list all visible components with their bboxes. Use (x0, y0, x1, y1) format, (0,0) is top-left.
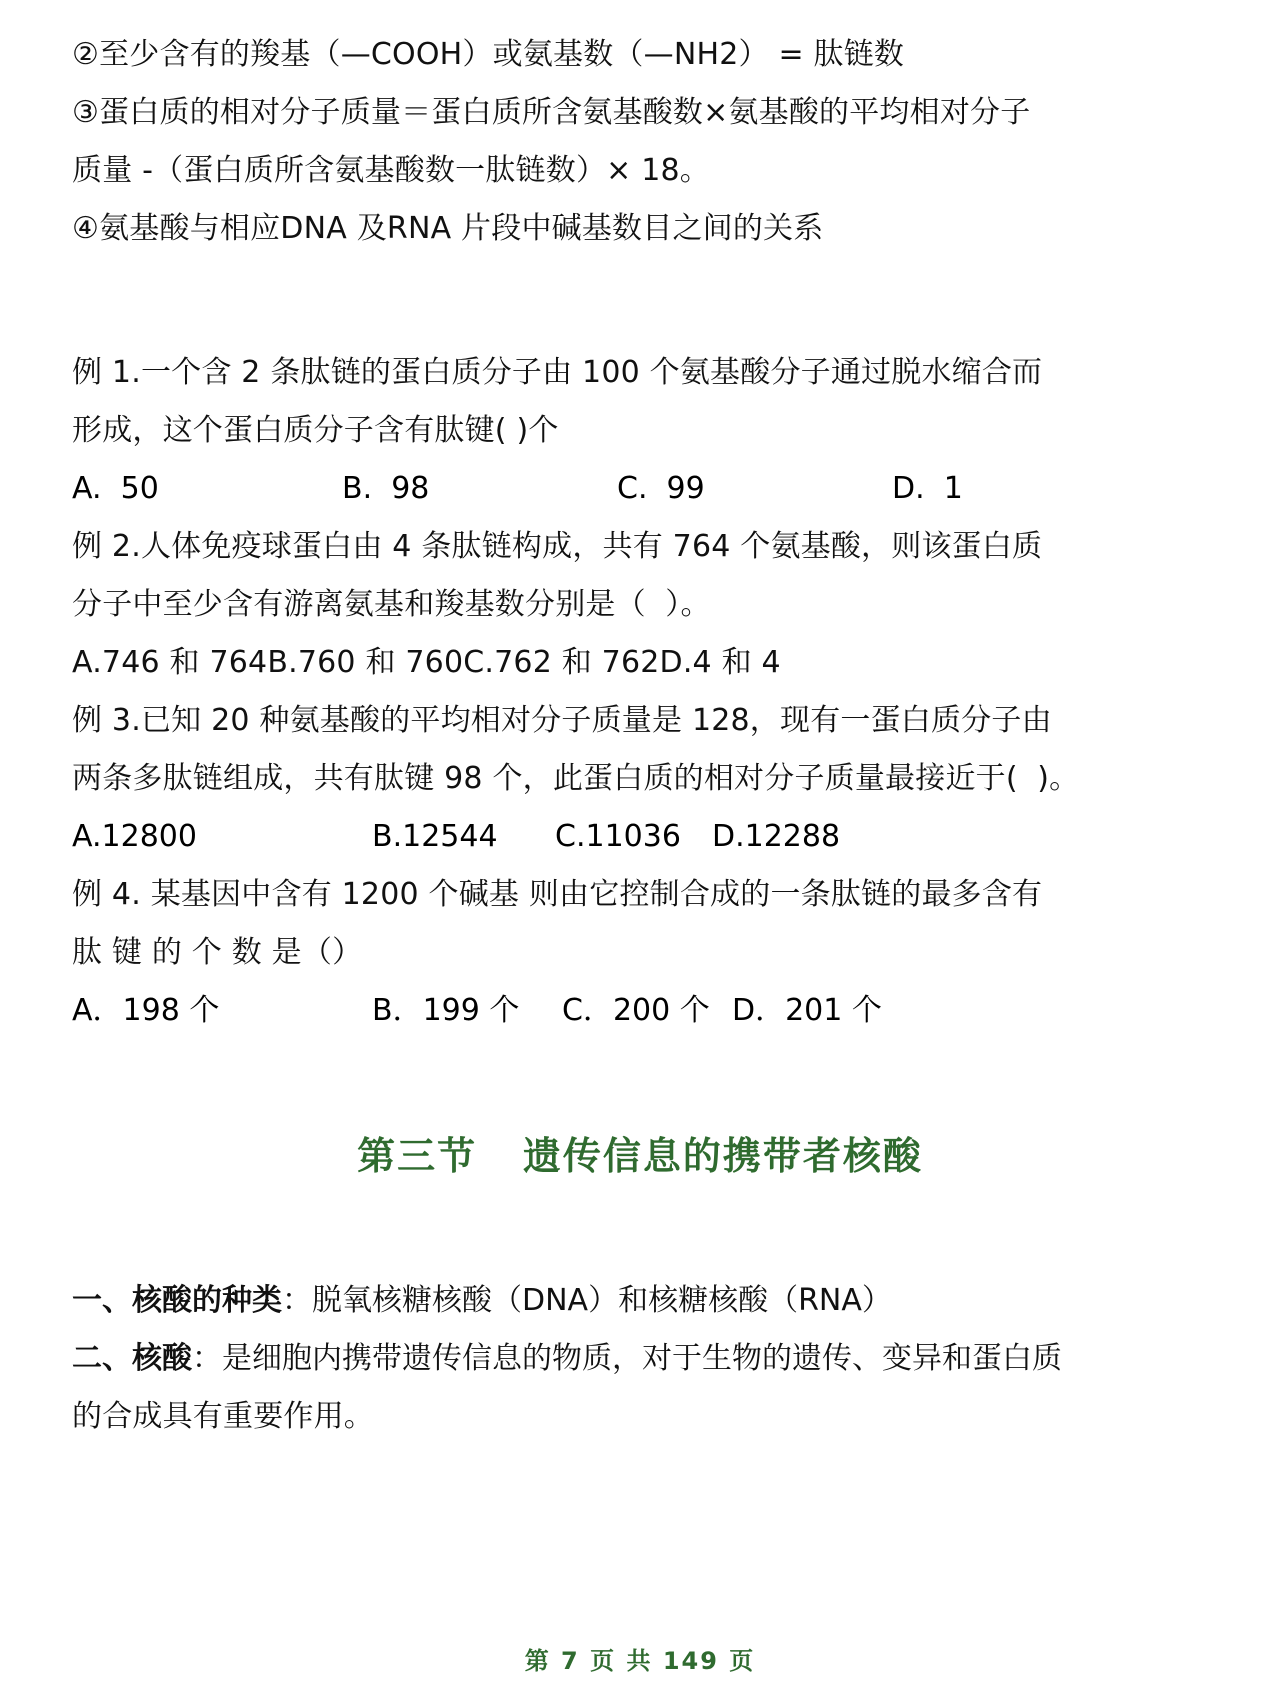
example-4-option-b[interactable]: B．199 个 (372, 993, 520, 1028)
example-3-stem-line-2: 两条多肽链组成，共有肽键 98 个，此蛋白质的相对分子质量最接近于( )。 (72, 761, 1080, 796)
page-footer: 第 7 页 共 149 页 (524, 1647, 756, 1675)
example-3-option-a[interactable]: A.12800 (72, 819, 197, 854)
definition-2-body: ：是细胞内携带遗传信息的物质，对于生物的遗传、变异和蛋白质 (192, 1341, 1062, 1376)
formula-line-4: ④氨基酸与相应DNA 及RNA 片段中碱基数目之间的关系 (72, 211, 824, 246)
spacer (72, 1186, 1208, 1272)
spacer (72, 258, 1208, 344)
example-2-stem-line-1: 例 2.人体免疫球蛋白由 4 条肽链构成，共有 764 个氨基酸，则该蛋白质 (72, 529, 1043, 564)
example-1-stem-line-2: 形成，这个蛋白质分子含有肽键( )个 (72, 413, 559, 448)
formula-line-3a: ③蛋白质的相对分子质量＝蛋白质所含氨基酸数×氨基酸的平均相对分子 (72, 95, 1031, 130)
definition-item-2 (72, 1330, 1208, 1388)
definition-1-lead: 一、核酸的种类 (72, 1283, 282, 1318)
formula-line-3b: 质量 -（蛋白质所含氨基酸数一肽链数）× 18。 (72, 153, 711, 188)
section-heading: 第三节 遗传信息的携带者核酸 (357, 1134, 923, 1178)
definition-2-continued: 的合成具有重要作用。 (72, 1399, 374, 1434)
example-1-option-d[interactable]: D. 1 (892, 471, 963, 506)
example-1-option-a[interactable]: A. 50 (72, 471, 159, 506)
definition-item-1 (72, 1272, 1208, 1330)
example-4-option-a[interactable]: A．198 个 (72, 993, 220, 1028)
definition-1-body: ：脱氧核糖核酸（DNA）和核糖核酸（RNA） (282, 1283, 892, 1318)
spacer (72, 1040, 1208, 1126)
example-4-stem-line-1: 例 4. 某基因中含有 1200 个碱基 则由它控制合成的一条肽链的最多含有 (72, 877, 1043, 912)
definition-2-lead: 二、核酸 (72, 1341, 192, 1376)
example-3-option-c[interactable]: C.11036 (555, 819, 681, 854)
example-4-option-c[interactable]: C．200 个 (562, 993, 710, 1028)
formula-line-2: ②至少含有的羧基（—COOH）或氨基数（—NH2） = 肽链数 (72, 37, 905, 72)
example-1-options (72, 460, 1208, 518)
example-4-stem-line-2: 肽 键 的 个 数 是（） (72, 935, 363, 970)
example-1-option-b[interactable]: B. 98 (342, 471, 430, 506)
example-3-option-d[interactable]: D.12288 (712, 819, 841, 854)
example-2-stem-line-2: 分子中至少含有游离氨基和羧基数分别是（ ）。 (72, 587, 711, 622)
example-1-stem-line-1: 例 1.一个含 2 条肽链的蛋白质分子由 100 个氨基酸分子通过脱水缩合而 (72, 355, 1043, 390)
example-3-options (72, 808, 1208, 866)
example-1-option-c[interactable]: C. 99 (617, 471, 705, 506)
example-2-options[interactable]: A.746 和 764B.760 和 760C.762 和 762D.4 和 4 (72, 645, 781, 680)
example-4-option-d[interactable]: D．201 个 (732, 993, 882, 1028)
example-3-stem-line-1: 例 3.已知 20 种氨基酸的平均相对分子质量是 128，现有一蛋白质分子由 (72, 703, 1052, 738)
example-4-options (72, 982, 1208, 1040)
example-3-option-b[interactable]: B.12544 (372, 819, 498, 854)
